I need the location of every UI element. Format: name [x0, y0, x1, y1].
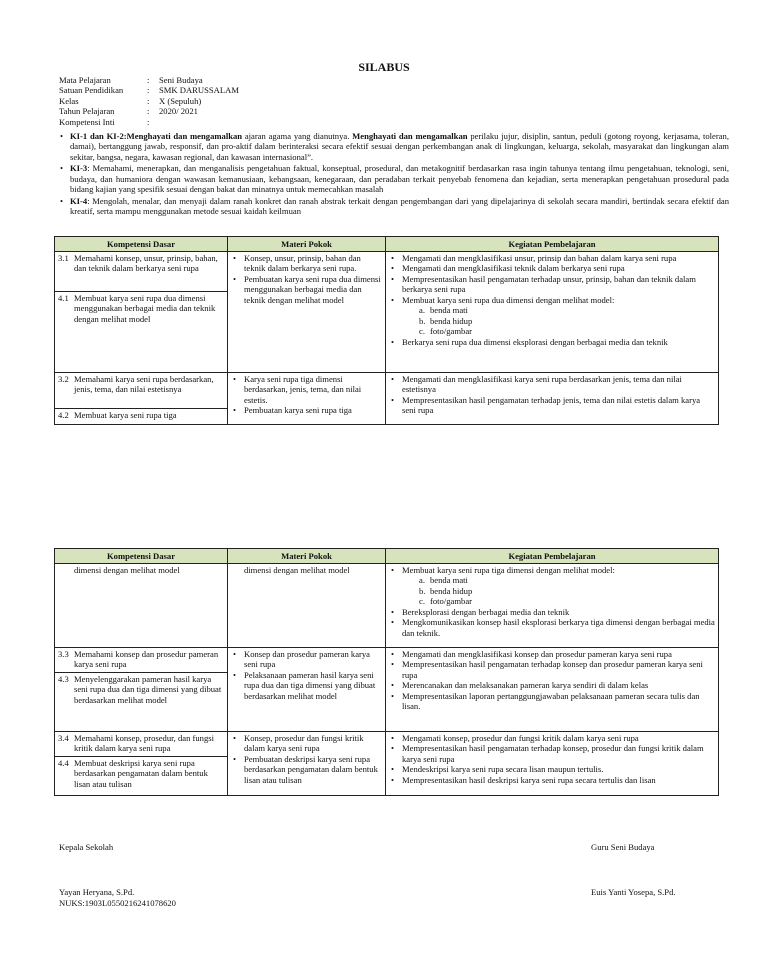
kd-item [58, 374, 224, 405]
info-row-subject [59, 75, 239, 85]
list-item-text: Membuat karya seni rupa tiga dimensi dengan melihat model: [402, 565, 615, 575]
kegiatan-cell [386, 373, 719, 425]
materi-cell [228, 732, 386, 796]
info-label: Mata Pelajaran [59, 75, 111, 85]
teacher-role: Guru Seni Budaya [591, 842, 655, 852]
kd-text: dimensi dengan melihat model [74, 565, 180, 575]
header-kegiatan: Kegiatan Pembelajaran [386, 549, 719, 564]
list-item [389, 565, 715, 607]
kd-text: Membuat karya seni rupa tiga [74, 410, 177, 420]
table-header-row [55, 549, 719, 564]
info-row-school [59, 85, 239, 95]
ki-key: KI-4 [70, 195, 88, 206]
kd-item [55, 408, 227, 420]
info-colon: : [147, 95, 150, 106]
syllabus-table-2 [54, 548, 719, 796]
materi-cell [228, 648, 386, 732]
ki-key: KI-3 [70, 163, 88, 174]
ki-item [59, 163, 729, 194]
sub-list-item: b. benda hidup [430, 316, 715, 326]
document-title: SILABUS [358, 60, 410, 74]
kd-item [58, 253, 224, 288]
list-item: • Berkarya seni rupa dua dimensi eksplorasi dengan berbagai media dan teknik [389, 337, 715, 347]
list-item: • Mempresentasikan hasil pengamatan terhadap konsep dan prosedur pameran karya seni rupa [389, 659, 715, 680]
kd-text: Memahami konsep dan prosedur pameran karya seni rupa [74, 649, 219, 670]
list-item: • Mengamati dan mengklasifikasi karya seni rupa berdasarkan jenis, tema dan nilai estetisnya [389, 374, 715, 395]
kd-item [58, 649, 224, 669]
sub-list-item: a. benda mati [430, 305, 715, 315]
materi-cell [228, 373, 386, 425]
info-row-class [59, 96, 239, 106]
list-item: • Mengamati dan mengklasifikasi teknik dalam berkarya seni rupa [389, 263, 715, 273]
kd-number: 3.3 [58, 649, 69, 659]
list-item: • Konsep, prosedur dan fungsi kritik dalam karya seni rupa [231, 733, 382, 754]
table-row [55, 564, 719, 648]
list-item: • Pembuatan deskripsi karya seni rupa berdasarkan pengamatan dalam bentuk lisan atau tulisan [231, 754, 382, 785]
list-item: • Mempresentasikan laporan pertanggungjawaban pelaksanaan pameran secara tulis dan lisan. [389, 691, 715, 712]
ki-item [59, 131, 729, 162]
kd-item [55, 291, 227, 324]
list-item-text: Membuat karya seni rupa dua dimensi dengan melihat model: [402, 294, 615, 305]
list-item [389, 295, 715, 337]
info-row-year [59, 106, 239, 116]
list-item: • Mengkomunikasikan konsep hasil eksplorasi berkarya tiga dimensi dengan berbagai media dan teknik. [389, 617, 715, 638]
kd-number: 3.2 [58, 374, 69, 384]
kd-text: Memahami karya seni rupa berdasarkan, jenis, tema, dan nilai estetisnya [74, 374, 214, 395]
kd-cell [55, 252, 228, 373]
info-label: Satuan Pendidikan [59, 85, 124, 96]
kd-number: 4.2 [58, 410, 69, 420]
header-materi-pokok: Materi Pokok [228, 237, 386, 252]
kd-cell [55, 648, 228, 732]
kd-number: 4.3 [58, 674, 69, 684]
list-item: • Konsep dan prosedur pameran karya seni rupa [231, 649, 382, 670]
list-item: • Merencanakan dan melaksanakan pameran karya sendiri di dalam kelas [389, 680, 715, 690]
kd-item [58, 733, 224, 753]
kd-text: Membuat deskripsi karya seni rupa berdasarkan pengamatan dalam bentuk lisan atau tulisan [74, 758, 208, 789]
ki-text: ajaran agama yang dianutnya. [242, 131, 353, 141]
ki-item [59, 196, 729, 217]
kd-text: Memahami konsep, prosedur, dan fungsi kritik dalam karya seni rupa [74, 733, 214, 754]
info-colon: : [147, 116, 150, 127]
info-label: Kompetensi Inti [59, 116, 115, 127]
list-item: • Mendeskripsi karya seni rupa secara lisan maupun tertulis. [389, 764, 715, 774]
principal-name: Yayan Heryana, S.Pd. [59, 887, 135, 897]
kegiatan-cell [386, 648, 719, 732]
list-item: • Konsep, unsur, prinsip, bahan dan teknik dalam berkarya seni rupa. [231, 253, 382, 274]
kd-item [55, 756, 227, 789]
table-row [55, 732, 719, 796]
core-competence-list [59, 131, 729, 218]
header-materi-pokok: Materi Pokok [228, 549, 386, 564]
kegiatan-cell [386, 564, 719, 648]
kd-item [55, 672, 227, 705]
table-row [55, 252, 719, 373]
kd-text: Membuat karya seni rupa dua dimensi menggunakan berbagai media dan teknik dengan melihat model [74, 293, 216, 324]
materi-cell [228, 564, 386, 648]
table-row [55, 648, 719, 732]
kd-text: Menyelenggarakan pameran hasil karya seni rupa dua dan tiga dimensi yang dibuat berdasarkan melihat model [74, 674, 222, 705]
sub-list-item: c. foto/gambar [430, 596, 715, 606]
kd-cell [55, 732, 228, 796]
sub-list-item: c. foto/gambar [430, 326, 715, 336]
header-kegiatan: Kegiatan Pembelajaran [386, 237, 719, 252]
list-item: • Mempresentasikan hasil pengamatan terhadap unsur, prinsip, bahan dan teknik dalam berkarya seni rupa [389, 274, 715, 295]
table-header-row [55, 237, 719, 252]
header-kompetensi-dasar: Kompetensi Dasar [55, 549, 228, 564]
info-colon: : [147, 85, 150, 96]
materi-text: dimensi dengan melihat model [244, 565, 350, 575]
sub-list-item: a. benda mati [430, 575, 715, 585]
info-label: Tahun Pelajaran [59, 106, 115, 117]
kd-number: 3.4 [58, 733, 69, 743]
kd-cell [55, 564, 228, 648]
info-value: SMK DARUSSALAM [159, 85, 239, 96]
info-row-core-competence [59, 117, 239, 127]
info-label: Kelas [59, 95, 79, 106]
info-value: X (Sepuluh) [159, 95, 202, 106]
kd-number: 3.1 [58, 253, 69, 263]
list-item: • Mempresentasikan hasil pengamatan terhadap konsep, prosedur dan fungsi kritik dalam karya seni rupa [389, 743, 715, 764]
principal-id: NUKS:1903L0550216241078620 [59, 898, 176, 908]
kd-number: 4.1 [58, 293, 69, 303]
materi-cell [228, 252, 386, 373]
ki-emphasis: Menghayati dan mengamalkan [126, 131, 243, 141]
ki-emphasis: Menghayati dan mengamalkan [352, 131, 468, 141]
list-item: • Pembuatan karya seni rupa dua dimensi menggunakan berbagai media dan teknik dengan melihat model [231, 274, 382, 305]
list-item: • Mengamati dan mengklasifikasi konsep dan prosedur pameran karya seni rupa [389, 649, 715, 659]
ki-text: : Mengolah, menalar, dan menyaji dalam ranah konkret dan ranah abstrak terkait dengan pengembangan dari yang dipelajarinya di sekolah secara mandiri, bertindak secara efektif dan kreatif, serta mampu menggunakan metode sesuai kaidah keilmuan [70, 195, 729, 217]
ki-text: : Memahami, menerapkan, dan menganalisis pengetahuan faktual, konseptual, prosedural, dan metakognitif berdasarkan rasa ingin tahunya tentang ilmu pengetahuan, teknologi, seni, budaya, dan humaniora dengan wawasan kemanusiaan, kebangsaan, kenegaraan, dan peradaban terkait penyebab fenomena dan kejadian, serta menerapkan pengetahuan prosedural pada bidang kajian yang spesifik sesuai dengan bakat dan minatnya untuk memecahkan masalah [70, 163, 729, 195]
kd-cell [55, 373, 228, 425]
list-item: • Mengamati dan mengklasifikasi unsur, prinsip dan bahan dalam karya seni rupa [389, 253, 715, 263]
kegiatan-cell [386, 252, 719, 373]
info-colon: : [147, 106, 150, 117]
kd-text: Memahami konsep, unsur, prinsip, bahan, dan teknik dalam berkarya seni rupa [74, 253, 218, 274]
list-item: • Mempresentasikan hasil pengamatan terhadap jenis, tema dan nilai estetis dalam karya seni rupa [389, 395, 715, 416]
teacher-name: Euis Yanti Yosepa, S.Pd. [591, 887, 676, 897]
ki-text: perilaku jujur, disiplin, santun, peduli (gotong royong, kerjasama, toleran, damai), bertanggung jawab, responsif, dan pro-aktif dalam berinteraksi secara efektif sesuai dengan perkembangan anak di lingkungan, keluarga, sekolah, masyarakat dan lingkungan alam sekitar, bangsa, negara, kawasan regional, dan kawasan internasional”. [70, 131, 729, 162]
list-item: • Pembuatan karya seni rupa tiga [231, 405, 382, 415]
table-row [55, 373, 719, 425]
list-item: • Pelaksanaan pameran hasil karya seni rupa dua dan tiga dimensi yang dibuat berdasarkan melihat model [231, 670, 382, 701]
info-value: 2020/ 2021 [159, 106, 198, 117]
kegiatan-cell [386, 732, 719, 796]
list-item: • Bereksplorasi dengan berbagai media dan teknik [389, 607, 715, 617]
kd-number: 4.4 [58, 758, 69, 768]
list-item: • Karya seni rupa tiga dimensi berdasarkan, jenis, tema, dan nilai estetis. [231, 374, 382, 405]
header-kompetensi-dasar: Kompetensi Dasar [55, 237, 228, 252]
principal-role: Kepala Sekolah [59, 842, 114, 852]
sub-list-item: b. benda hidup [430, 586, 715, 596]
ki-key: KI-1 dan KI-2: [70, 131, 127, 141]
info-value: Seni Budaya [159, 75, 203, 85]
syllabus-table-1 [54, 236, 719, 425]
info-colon: : [147, 75, 150, 85]
list-item: • Mempresentasikan hasil deskripsi karya seni rupa secara tertulis dan lisan [389, 775, 715, 785]
course-info [59, 75, 239, 127]
list-item: • Mengamati konsep, prosedur dan fungsi kritik dalam karya seni rupa [389, 733, 715, 743]
